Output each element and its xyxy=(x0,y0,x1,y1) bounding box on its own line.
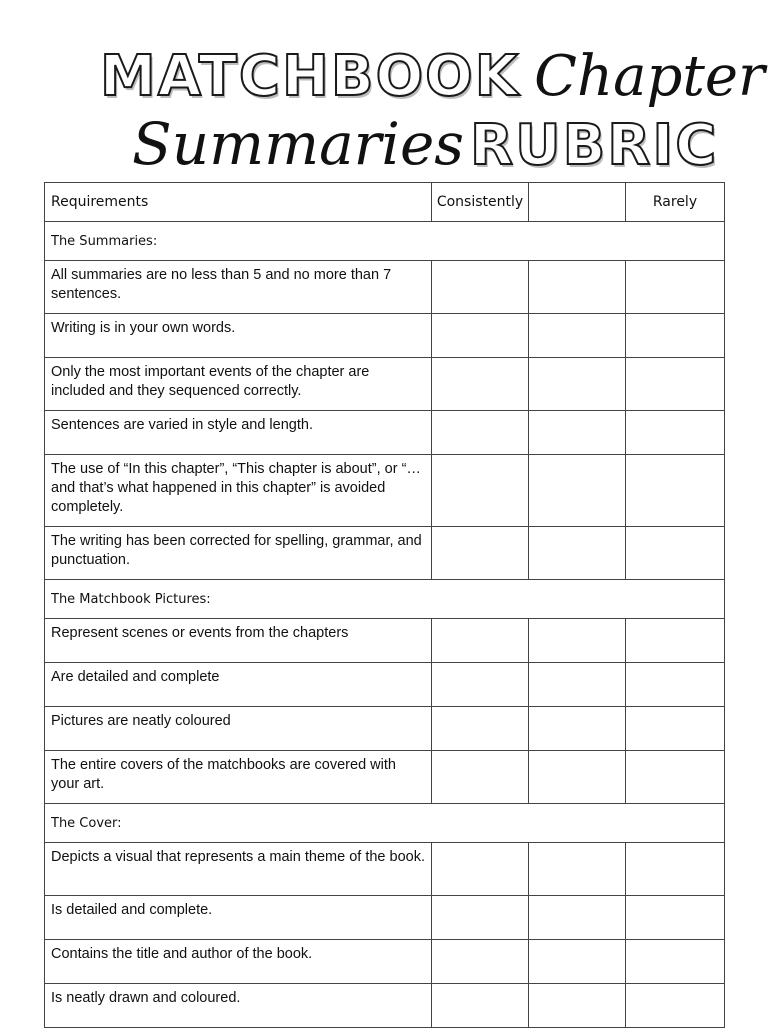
rating-cell-rarely[interactable] xyxy=(626,261,725,314)
rating-cell-middle[interactable] xyxy=(529,358,626,411)
requirement-text: Only the most important events of the chapter are included and they sequenced correctly. xyxy=(45,358,432,411)
requirement-text: Are detailed and complete xyxy=(45,663,432,707)
title-matchbook: MATCHBOOK xyxy=(100,44,521,109)
rating-cell-consistently[interactable] xyxy=(432,984,529,1028)
section-row xyxy=(45,580,725,619)
title-chapter: Chapter xyxy=(534,44,765,109)
header-rarely: Rarely xyxy=(626,183,725,222)
title-summaries: Summaries xyxy=(132,110,465,178)
requirement-text: The use of “In this chapter”, “This chapter is about”, or “…and that’s what happened in this chapter” is avoided completely. xyxy=(45,455,432,527)
table-row xyxy=(45,527,725,580)
requirement-text: Is neatly drawn and coloured. xyxy=(45,984,432,1028)
rating-cell-consistently[interactable] xyxy=(432,707,529,751)
rating-cell-rarely[interactable] xyxy=(626,663,725,707)
rating-cell-consistently[interactable] xyxy=(432,527,529,580)
requirement-text: Sentences are varied in style and length. xyxy=(45,411,432,455)
rating-cell-middle[interactable] xyxy=(529,455,626,527)
section-title-summaries: The Summaries: xyxy=(45,222,725,261)
table-row xyxy=(45,984,725,1028)
header-requirements: Requirements xyxy=(45,183,432,222)
rating-cell-middle[interactable] xyxy=(529,663,626,707)
requirement-text: Writing is in your own words. xyxy=(45,314,432,358)
header-consistently: Consistently xyxy=(432,183,529,222)
rating-cell-consistently[interactable] xyxy=(432,896,529,940)
rating-cell-middle[interactable] xyxy=(529,940,626,984)
section-row xyxy=(45,222,725,261)
rating-cell-consistently[interactable] xyxy=(432,358,529,411)
rating-cell-rarely[interactable] xyxy=(626,314,725,358)
rubric-table xyxy=(44,182,725,1028)
rating-cell-middle[interactable] xyxy=(529,984,626,1028)
rating-cell-consistently[interactable] xyxy=(432,455,529,527)
rating-cell-rarely[interactable] xyxy=(626,940,725,984)
rating-cell-rarely[interactable] xyxy=(626,751,725,804)
table-row xyxy=(45,843,725,896)
table-row xyxy=(45,663,725,707)
rating-cell-consistently[interactable] xyxy=(432,411,529,455)
rating-cell-rarely[interactable] xyxy=(626,896,725,940)
table-row xyxy=(45,455,725,527)
table-row xyxy=(45,896,725,940)
rating-cell-consistently[interactable] xyxy=(432,619,529,663)
requirement-text: Is detailed and complete. xyxy=(45,896,432,940)
rating-cell-middle[interactable] xyxy=(529,751,626,804)
rating-cell-middle[interactable] xyxy=(529,843,626,896)
table-row xyxy=(45,411,725,455)
requirement-text: Represent scenes or events from the chapters xyxy=(45,619,432,663)
rating-cell-rarely[interactable] xyxy=(626,411,725,455)
requirement-text: Contains the title and author of the book. xyxy=(45,940,432,984)
title-line-2 xyxy=(132,110,718,178)
table-row xyxy=(45,707,725,751)
rubric-title xyxy=(0,40,768,180)
requirement-text: Pictures are neatly coloured xyxy=(45,707,432,751)
rating-cell-middle[interactable] xyxy=(529,707,626,751)
rating-cell-middle[interactable] xyxy=(529,896,626,940)
section-title-cover: The Cover: xyxy=(45,804,725,843)
rating-cell-consistently[interactable] xyxy=(432,940,529,984)
section-title-matchbook-pictures: The Matchbook Pictures: xyxy=(45,580,725,619)
rating-cell-middle[interactable] xyxy=(529,619,626,663)
rating-cell-rarely[interactable] xyxy=(626,707,725,751)
requirement-text: Depicts a visual that represents a main theme of the book. xyxy=(45,843,432,896)
rating-cell-middle[interactable] xyxy=(529,314,626,358)
table-row xyxy=(45,314,725,358)
rating-cell-middle[interactable] xyxy=(529,411,626,455)
rating-cell-rarely[interactable] xyxy=(626,619,725,663)
rating-cell-consistently[interactable] xyxy=(432,751,529,804)
requirement-text: All summaries are no less than 5 and no more than 7 sentences. xyxy=(45,261,432,314)
title-line-1 xyxy=(100,44,765,109)
rating-cell-rarely[interactable] xyxy=(626,843,725,896)
rating-cell-consistently[interactable] xyxy=(432,314,529,358)
rating-cell-rarely[interactable] xyxy=(626,984,725,1028)
table-row xyxy=(45,261,725,314)
header-blank xyxy=(529,183,626,222)
rating-cell-rarely[interactable] xyxy=(626,358,725,411)
rating-cell-consistently[interactable] xyxy=(432,843,529,896)
requirement-text: The writing has been corrected for spelling, grammar, and punctuation. xyxy=(45,527,432,580)
header-row xyxy=(45,183,725,222)
rating-cell-consistently[interactable] xyxy=(432,663,529,707)
rating-cell-middle[interactable] xyxy=(529,261,626,314)
table-row xyxy=(45,940,725,984)
rating-cell-rarely[interactable] xyxy=(626,527,725,580)
section-row xyxy=(45,804,725,843)
title-rubric: RUBRIC xyxy=(470,113,719,178)
table-row xyxy=(45,619,725,663)
rating-cell-middle[interactable] xyxy=(529,527,626,580)
table-row xyxy=(45,358,725,411)
rating-cell-consistently[interactable] xyxy=(432,261,529,314)
rating-cell-rarely[interactable] xyxy=(626,455,725,527)
table-row xyxy=(45,751,725,804)
requirement-text: The entire covers of the matchbooks are covered with your art. xyxy=(45,751,432,804)
